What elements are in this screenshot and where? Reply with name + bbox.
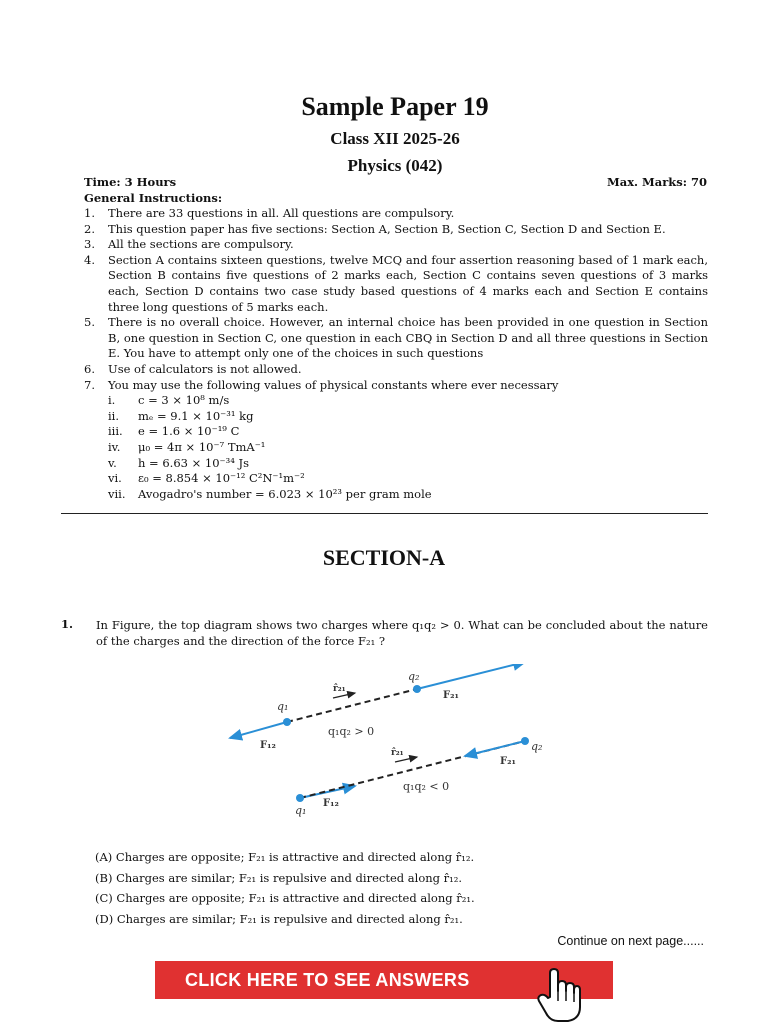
constant-item: iii. e = 1.6 × 10⁻¹⁹ C (108, 424, 240, 439)
bottom-q1-dot (296, 794, 304, 802)
general-instructions-heading: General Instructions: (84, 191, 223, 205)
paper-title: Sample Paper 19 (301, 92, 489, 121)
bottom-force-line-right (465, 741, 525, 756)
see-answers-label: CLICK HERE TO SEE ANSWERS (185, 969, 470, 990)
top-q1-label: q₁ (277, 700, 289, 713)
bottom-condition-label: q₁q₂ < 0 (403, 780, 450, 793)
bottom-q2-dot (521, 737, 529, 745)
instructions-list (84, 206, 708, 502)
constant-item: ii. mₑ = 9.1 × 10⁻³¹ kg (108, 408, 254, 423)
divider (61, 513, 708, 514)
option-c[interactable]: (C) Charges are opposite; F₂₁ is attractive and directed along r̂₂₁. (95, 891, 475, 905)
constant-item: iv. μ₀ = 4π × 10⁻⁷ TmA⁻¹ (108, 439, 266, 454)
instruction-item: 4. Section A contains sixteen questions, twelve MCQ and four assertion reasoning based of 1 mark each, Section B contains five questions of 2 marks each, Section C contains seven questions of 3 marks each, Section D contains two case study based questions of 4 marks each and Section E contains three long questions of 5 marks each. (84, 252, 708, 314)
question-text: In Figure, the top diagram shows two charges where q₁q₂ > 0. What can be concluded about the nature of the charges and the direction of the force F₂₁ ? (96, 618, 708, 648)
instruction-item: 3. All the sections are compulsory. (84, 237, 294, 252)
bottom-q2-label: q₂ (531, 740, 543, 753)
bottom-r21-label: r̂₂₁ (391, 748, 404, 758)
constant-item: v. h = 6.63 × 10⁻³⁴ Js (108, 455, 249, 470)
top-q2-dot (413, 685, 421, 693)
top-f21-label: F₂₁ (443, 690, 459, 701)
max-marks-label: Max. Marks: 70 (607, 175, 707, 189)
constant-item: i. c = 3 × 10⁸ m/s (108, 393, 230, 408)
option-b[interactable]: (B) Charges are similar; F₂₁ is repulsive and directed along r̂₁₂. (95, 870, 463, 885)
charges-figure (225, 664, 545, 818)
answer-options (95, 847, 475, 929)
section-title: SECTION-A (322, 545, 446, 570)
bottom-force-line-left (300, 786, 355, 798)
top-q1-dot (283, 718, 291, 726)
instruction-item: 7. You may use the following values of physical constants where ever necessary (84, 377, 559, 392)
continue-note: Continue on next page...... (557, 934, 704, 948)
time-label: Time: 3 Hours (84, 175, 177, 189)
instruction-item: 5. There is no overall choice. However, an internal choice has been provided in one question in Section B, one question in Section C, one question in each CBQ in Section D and all three questions in Section E. You have to attempt only one of the choices in such questions (84, 315, 708, 361)
top-q2-label: q₂ (408, 670, 420, 683)
subject-line: Physics (042) (347, 156, 443, 175)
instruction-item: 1. There are 33 questions in all. All questions are compulsory. (84, 206, 455, 220)
pointer-hand-icon (536, 967, 582, 1023)
class-line: Class XII 2025-26 (330, 129, 460, 148)
top-condition-label: q₁q₂ > 0 (328, 725, 375, 738)
option-d[interactable]: (D) Charges are similar; F₂₁ is repulsive and directed along r̂₂₁. (95, 911, 463, 926)
bottom-q1-label: q₁ (295, 804, 307, 817)
option-a[interactable]: (A) Charges are opposite; F₂₁ is attractive and directed along r̂₁₂. (95, 850, 475, 864)
bottom-f12-label: F₁₂ (323, 798, 339, 809)
top-r21-label: r̂₂₁ (333, 684, 346, 694)
top-force-line-left (230, 722, 287, 738)
constant-item: vi. ε₀ = 8.854 × 10⁻¹² C²N⁻¹m⁻² (108, 471, 305, 486)
question-number: 1. (61, 617, 74, 631)
top-force-line-right (417, 664, 525, 689)
bottom-f21-label: F₂₁ (500, 756, 516, 767)
constant-item: vii. Avogadro's number = 6.023 × 10²³ per gram mole (108, 486, 432, 501)
instruction-item: 6. Use of calculators is not allowed. (84, 361, 302, 376)
instruction-item: 2. This question paper has five sections: Section A, Section B, Section C, Section D and Section E. (84, 221, 666, 236)
top-f12-label: F₁₂ (260, 740, 276, 751)
